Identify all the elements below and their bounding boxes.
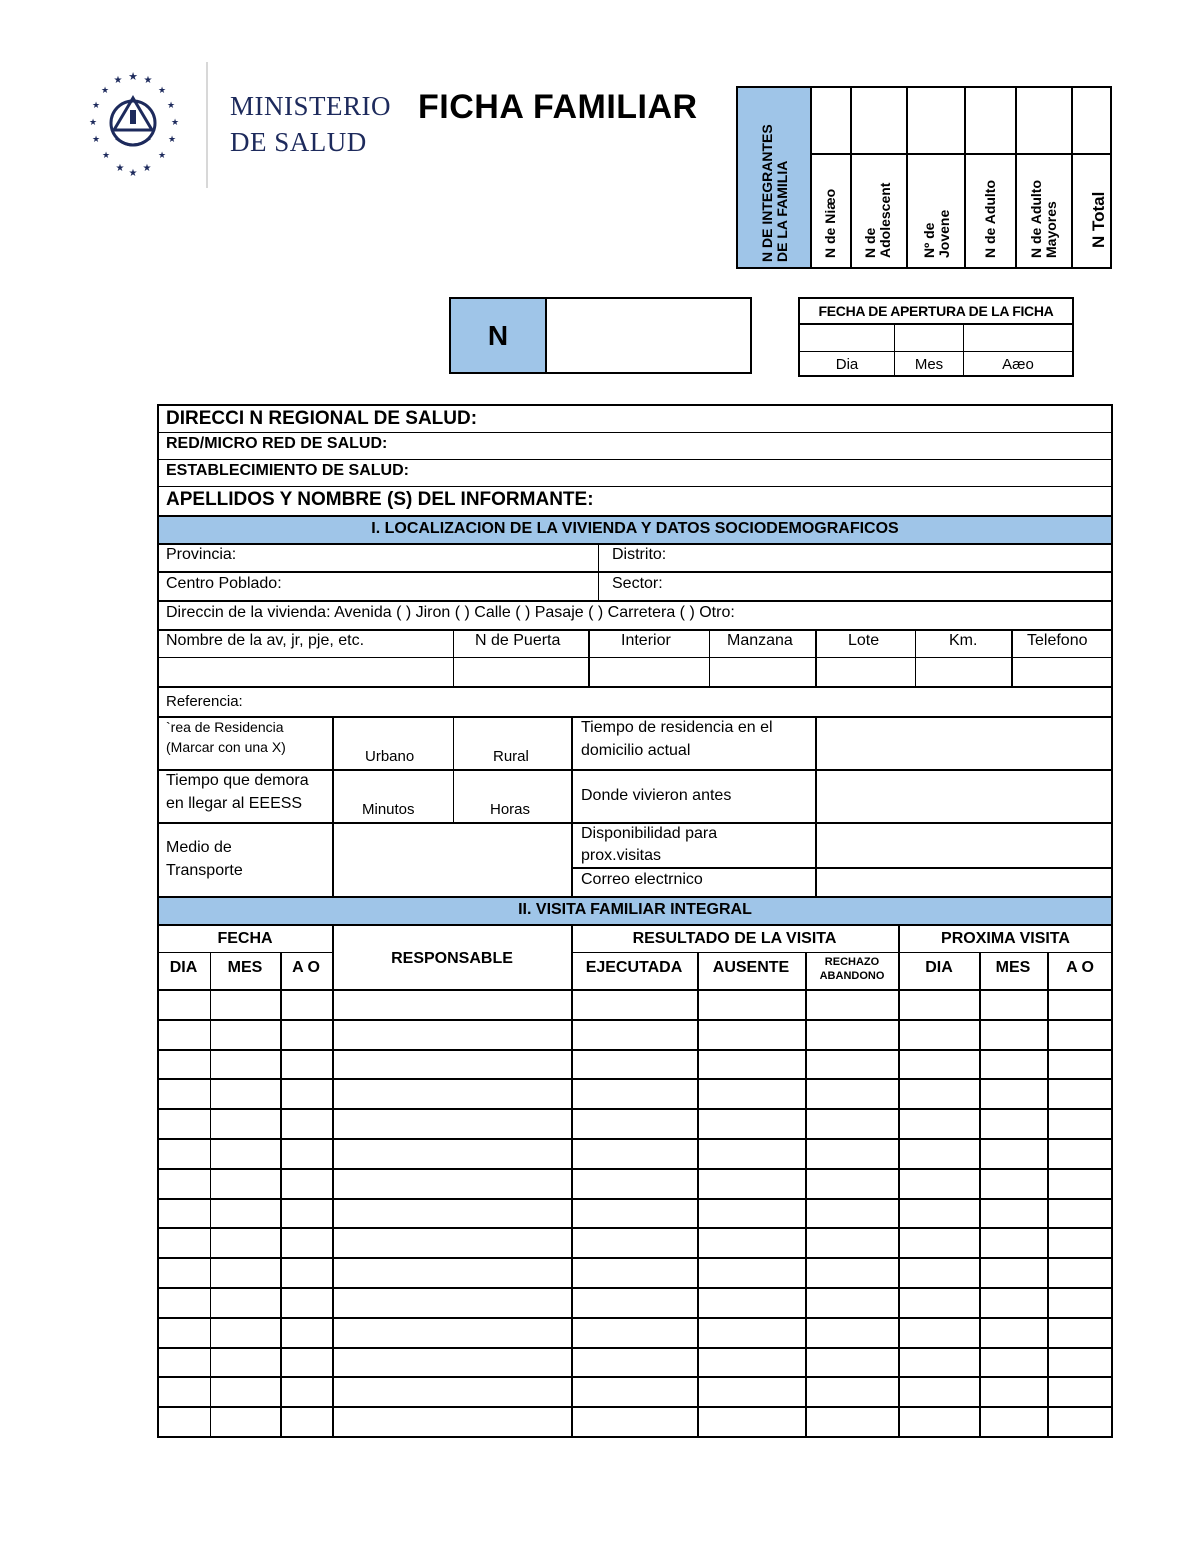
availability-label-1: Disponibilidad para xyxy=(581,825,718,842)
residence-time-label-1: Tiempo de residencia en el xyxy=(581,719,773,736)
informant-name-label: APELLIDOS Y NOMBRE (S) DEL INFORMANTE: xyxy=(166,489,594,510)
svg-text:★: ★ xyxy=(170,117,180,127)
table-row[interactable] xyxy=(157,1347,1113,1349)
section2-title: II. VISITA FAMILIAR INTEGRAL xyxy=(518,901,752,918)
residence-time-label-2: domicilio actual xyxy=(581,742,691,759)
table-row[interactable] xyxy=(157,1138,1113,1140)
table-row[interactable] xyxy=(157,1257,1113,1259)
rejection-header-1: RECHAZO xyxy=(824,956,880,968)
opening-date-month-field[interactable] xyxy=(895,325,964,351)
count-children-cell[interactable] xyxy=(812,88,852,267)
availability-label-2: prox.visitas xyxy=(581,847,662,864)
address-type-label: Direccin de la vivienda: Avenida ( ) Jiron ( ) Calle ( ) Pasaje ( ) Carretera ( ) Otro: xyxy=(166,604,735,621)
family-members-table xyxy=(736,86,1112,269)
family-members-header: N DE INTEGRANTES DE LA FAMILIA xyxy=(738,88,812,267)
svg-text:★: ★ xyxy=(128,71,138,83)
hours-option[interactable]: Horas xyxy=(490,801,531,818)
district-label: Distrito: xyxy=(612,546,667,563)
town-label: Centro Poblado: xyxy=(166,575,282,592)
svg-text:★: ★ xyxy=(157,85,167,95)
table-row[interactable] xyxy=(157,1227,1113,1229)
visit-result-header: RESULTADO DE LA VISITA xyxy=(632,930,837,947)
street-name-label: Nombre de la av, jr, pje, etc. xyxy=(166,632,365,649)
count-youth-label: Nº de Jovene xyxy=(921,209,952,258)
table-row[interactable] xyxy=(157,1019,1113,1021)
regional-direction-label: DIRECCI N REGIONAL DE SALUD: xyxy=(166,408,478,429)
next-day-header: DIA xyxy=(925,959,953,976)
svg-text:★: ★ xyxy=(142,163,152,174)
absent-header: AUSENTE xyxy=(712,959,790,976)
day-header: DIA xyxy=(169,959,198,976)
el-salvador-seal-logo xyxy=(86,68,186,180)
month-header: MES xyxy=(227,959,263,976)
count-total-cell[interactable] xyxy=(1073,88,1110,267)
sector-label: Sector: xyxy=(612,575,663,592)
km-label: Km. xyxy=(949,632,978,649)
svg-text:★: ★ xyxy=(91,100,101,110)
ministry-name-line2: DE SALUD xyxy=(230,127,367,157)
responsible-header: RESPONSABLE xyxy=(391,950,513,967)
count-adults-label: N de Adulto xyxy=(982,179,998,258)
opening-date-month-label: Mes xyxy=(895,352,964,377)
opening-date-year-label: Aæo xyxy=(1002,356,1034,373)
table-row[interactable] xyxy=(157,1049,1113,1051)
table-row[interactable] xyxy=(157,1168,1113,1170)
micro-network-label: RED/MICRO RED DE SALUD: xyxy=(166,435,388,452)
table-row[interactable] xyxy=(157,1406,1113,1408)
door-number-label: N de Puerta xyxy=(475,632,561,649)
lot-label: Lote xyxy=(848,632,880,649)
next-month-header: MES xyxy=(995,959,1031,976)
table-row[interactable] xyxy=(157,1287,1113,1289)
table-row[interactable] xyxy=(157,1436,1113,1438)
svg-text:★: ★ xyxy=(113,75,123,86)
email-label: Correo electrnico xyxy=(581,871,703,888)
health-establishment-label: ESTABLECIMIENTO DE SALUD: xyxy=(166,462,409,479)
reference-label: Referencia: xyxy=(166,693,243,710)
svg-text:★: ★ xyxy=(167,134,177,144)
count-youth-cell[interactable] xyxy=(908,88,966,267)
svg-text:★: ★ xyxy=(128,168,138,179)
count-total-label: N Total xyxy=(1089,191,1108,248)
family-number-label: N xyxy=(451,299,547,372)
opening-date-box xyxy=(798,297,1074,377)
opening-date-title: FECHA DE APERTURA DE LA FICHA xyxy=(800,299,1072,325)
executed-header: EJECUTADA xyxy=(585,959,683,976)
count-children-label: N de Niæo xyxy=(822,188,838,258)
svg-text:★: ★ xyxy=(157,150,167,160)
table-row[interactable] xyxy=(157,1376,1113,1378)
count-adolescents-cell[interactable] xyxy=(852,88,908,267)
phone-label: Telefono xyxy=(1027,632,1088,649)
count-elderly-label: N de Adulto Mayores xyxy=(1028,179,1059,258)
previous-residence-label: Donde vivieron antes xyxy=(581,787,732,804)
table-row[interactable] xyxy=(157,1198,1113,1200)
next-visit-header: PROXIMA VISITA xyxy=(941,930,1070,947)
svg-text:★: ★ xyxy=(88,117,98,127)
svg-text:★: ★ xyxy=(166,100,176,110)
next-year-header: A O xyxy=(1066,959,1094,976)
minutes-option[interactable]: Minutos xyxy=(362,801,415,818)
svg-text:★: ★ xyxy=(115,163,125,174)
rejection-header-2: ABANDONO xyxy=(819,970,885,982)
date-header: FECHA xyxy=(217,930,273,947)
page-title: FICHA FAMILIAR xyxy=(418,88,698,126)
table-row[interactable] xyxy=(157,1108,1113,1110)
svg-text:★: ★ xyxy=(100,85,110,95)
travel-time-label-2: en llegar al EEESS xyxy=(166,795,303,812)
family-number-box xyxy=(449,297,752,374)
count-elderly-cell[interactable] xyxy=(1017,88,1073,267)
opening-date-day-label: Dia xyxy=(800,352,895,377)
family-number-field[interactable] xyxy=(547,299,750,372)
interior-label: Interior xyxy=(621,632,671,649)
province-label: Provincia: xyxy=(166,546,237,563)
opening-date-year-field[interactable] xyxy=(964,325,1072,351)
block-label: Manzana xyxy=(727,632,793,649)
travel-time-label-1: Tiempo que demora xyxy=(166,772,309,789)
transport-label-2: Transporte xyxy=(166,862,243,879)
transport-label-1: Medio de xyxy=(166,839,232,856)
svg-text:★: ★ xyxy=(101,150,111,160)
urban-option[interactable]: Urbano xyxy=(365,748,415,765)
residence-area-label-1: `rea de Residencia xyxy=(166,719,284,735)
count-adults-cell[interactable] xyxy=(966,88,1017,267)
family-form xyxy=(157,404,1113,1436)
table-row[interactable] xyxy=(157,1078,1113,1080)
table-row[interactable] xyxy=(157,1317,1113,1319)
opening-date-day-field[interactable] xyxy=(800,325,895,351)
svg-text:★: ★ xyxy=(91,134,101,144)
count-adolescents-label: N de Adolescent xyxy=(862,182,893,258)
logo-divider xyxy=(206,62,208,188)
ministry-name-line1: MINISTERIO xyxy=(230,91,391,121)
residence-area-label-2: (Marcar con una X) xyxy=(166,739,286,755)
rural-option[interactable]: Rural xyxy=(493,748,529,765)
svg-text:★: ★ xyxy=(143,75,153,86)
year-header: A O xyxy=(292,959,320,976)
section1-title: I. LOCALIZACION DE LA VIVIENDA Y DATOS SOCIODEMOGRAFICOS xyxy=(371,520,899,537)
